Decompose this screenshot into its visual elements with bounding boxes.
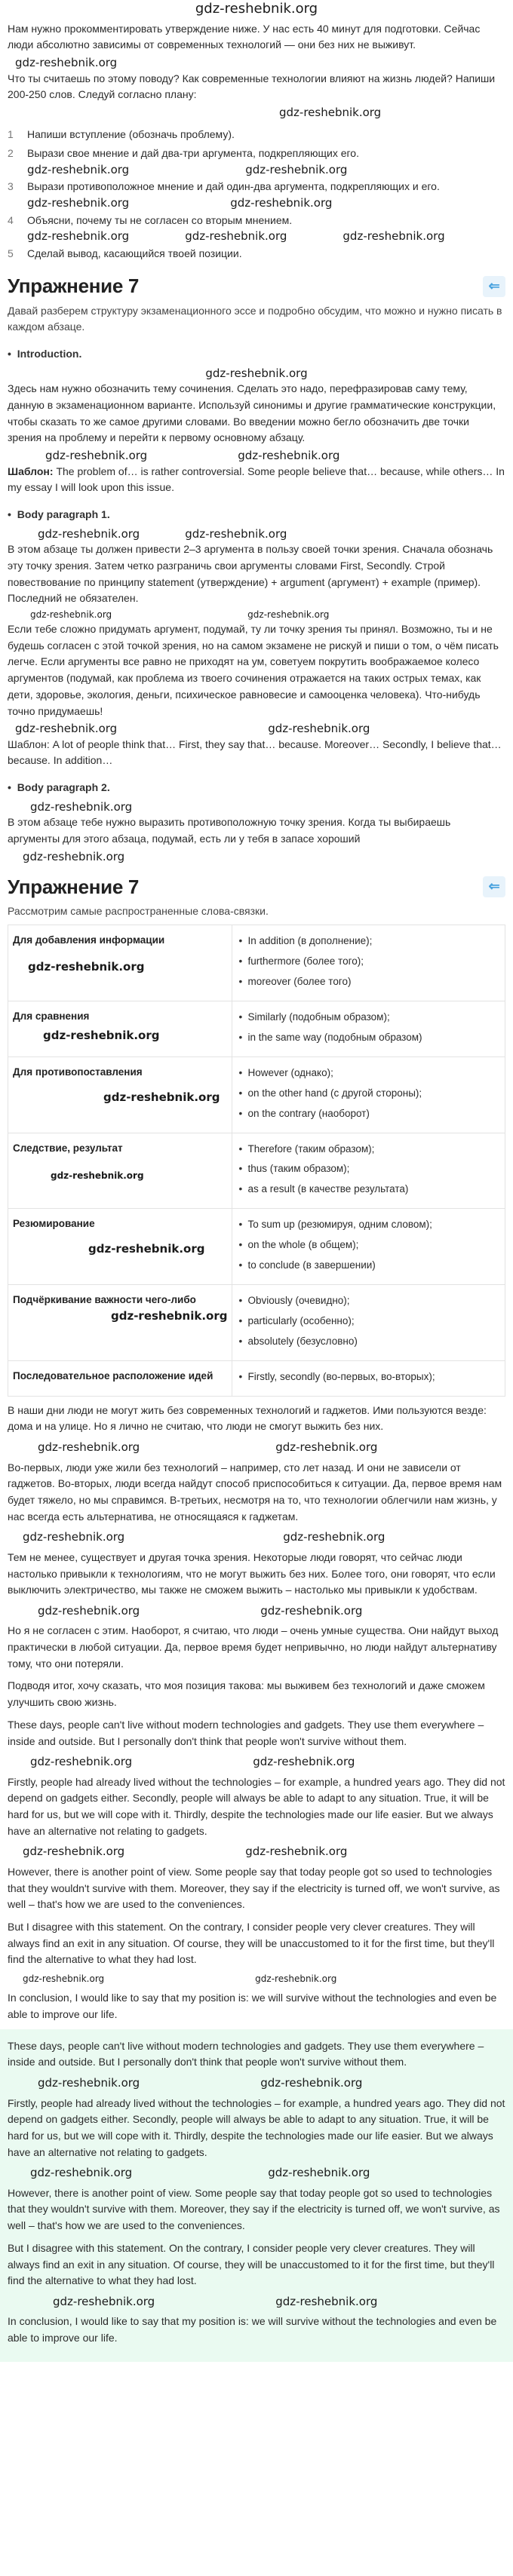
essay-paragraph: But I disagree with this statement. On the contrary, I consider people very clever creatures. They will always find an exit in any situation. Of course, they will be unaccustomed to it for the first time, but they'll find the alternative to what they had lost. bbox=[8, 1921, 495, 1966]
task-question: Что ты считаешь по этому поводу? Как современные технологии влияют на жизнь людей? Напиши 200-250 слов. Следуй согласно плану: bbox=[8, 72, 496, 101]
essay-paragraph: These days, people can't live without modern technologies and gadgets. They use them everywhere – inside and outside. But I personally don't think that people won't survive without them. bbox=[8, 2039, 484, 2068]
watermark: gdz-reshebnik.org bbox=[38, 1603, 140, 1618]
list-item bbox=[8, 127, 505, 143]
list-item: • In addition (в дополнение); bbox=[237, 934, 500, 949]
list-item bbox=[8, 246, 505, 262]
body2-text: В этом абзаце тебе нужно выразить противоположную точку зрения. Когда ты выбираешь аргументы для этого абзаца, подумай, есть ли у тебя в запасе хороший bbox=[8, 816, 451, 845]
list-item: • to conclude (в завершении) bbox=[237, 1258, 500, 1274]
watermark: gdz-reshebnik.org bbox=[185, 526, 287, 541]
watermark: gdz-reshebnik.org bbox=[245, 1845, 348, 1859]
table-row bbox=[8, 1285, 505, 1361]
back-button[interactable] bbox=[483, 276, 505, 297]
exercise-header bbox=[8, 271, 505, 301]
exercise-lead: Давай разберем структуру экзаменационного эссе и подробно обсудим, что можно и нужно писать в каждом абзаце. bbox=[8, 304, 502, 333]
section-heading: • Body paragraph 1. bbox=[8, 508, 110, 520]
essay-paragraph: Подводя итог, хочу сказать, что моя позиция такова: мы выживем без технологий и даже сможем улучшить свою жизнь. bbox=[8, 1679, 485, 1709]
watermark: gdz-reshebnik.org bbox=[260, 2076, 363, 2090]
exercise-2 bbox=[8, 872, 505, 1397]
watermark: gdz-reshebnik.org bbox=[23, 1973, 105, 1985]
list-item: • in the same way (подобным образом) bbox=[237, 1030, 500, 1046]
watermark: gdz-reshebnik.org bbox=[43, 1028, 160, 1042]
watermark: gdz-reshebnik.org bbox=[23, 1845, 125, 1859]
exercise-lead: Рассмотрим самые распространенные слова-связки. bbox=[8, 905, 269, 918]
essay-paragraph: These days, people can't live without modern technologies and gadgets. They use them everywhere – inside and outside. But I personally don't think that people won't survive without them. bbox=[8, 1718, 484, 1747]
watermark: gdz-reshebnik.org bbox=[238, 449, 340, 463]
watermark: gdz-reshebnik.org bbox=[30, 609, 112, 620]
body1-text: В этом абзаце ты должен привести 2–3 аргумента в пользу своей точки зрения. Сначала обозначь эту точку зрения. Затем четко разграничь свои аргументы словами First, Secondly. Строй повествование по принципу statement (утверждение) + argument (аргумент) + example (пример). Последний не обязателен. bbox=[8, 543, 493, 605]
essay-paragraph: Тем не менее, существует и другая точка зрения. Некоторые люди говорят, что сейчас люди настолько привыкли к технологиям, что не могут выжить без них. Более того, они говорят, что если выключить электричество, мы также не сможем выжить – настолько мы привыкли к удобствам. bbox=[8, 1550, 496, 1596]
step-number: 4 bbox=[8, 213, 14, 226]
list-item: • as a result (в качестве результата) bbox=[237, 1182, 500, 1198]
arrow-left-icon: ⇐ bbox=[488, 278, 500, 293]
step-text: Сделай вывод, касающийся твоей позиции. bbox=[27, 247, 242, 259]
table-cell-items bbox=[232, 1360, 505, 1396]
table-row bbox=[8, 1209, 505, 1285]
watermark: gdz-reshebnik.org bbox=[275, 1440, 378, 1455]
essay-paragraph: In conclusion, I would like to say that my position is: we will survive without the technologies and even be able to improve our life. bbox=[8, 1992, 497, 2020]
watermark: gdz-reshebnik.org bbox=[247, 609, 330, 620]
step-number: 3 bbox=[8, 180, 14, 193]
watermark: gdz-reshebnik.org bbox=[88, 1242, 205, 1256]
task-steps bbox=[8, 127, 505, 262]
step-text: Объясни, почему ты не согласен со вторым мнением. bbox=[27, 213, 293, 226]
watermark: gdz-reshebnik.org bbox=[111, 1308, 228, 1323]
task-intro: Нам нужно прокомментировать утверждение ниже. У нас есть 40 минут для подготовки. Сейчас люди абсолютно зависимы от современных технологий — они без них не выживут. bbox=[8, 22, 481, 51]
table-cell-items bbox=[232, 1209, 505, 1285]
watermark: gdz-reshebnik.org bbox=[38, 1440, 140, 1455]
heading-text: Body paragraph 2. bbox=[17, 781, 110, 794]
table-cell-items bbox=[232, 1133, 505, 1209]
watermark: gdz-reshebnik.org bbox=[260, 1603, 363, 1618]
list-item bbox=[8, 213, 505, 229]
watermark: gdz-reshebnik.org bbox=[255, 1973, 337, 1985]
intro-text: Здесь нам нужно обозначить тему сочинения. Сделать это надо, перефразировав саму тему, данную в экзаменационном варианте. Используй синонимы и другие грамматические конструкции, чтобы сказать то же самое другими словами. Во введении можно бегло обозначить две точки зрения на проблему и перейти к первому основному абзацу. bbox=[8, 382, 496, 444]
category-label: Последовательное расположение идей bbox=[13, 1369, 213, 1382]
list-item: • Firstly, secondly (во-первых, во-вторых); bbox=[237, 1369, 500, 1385]
watermark: gdz-reshebnik.org bbox=[15, 56, 118, 70]
watermark: gdz-reshebnik.org bbox=[185, 229, 287, 244]
table-row bbox=[8, 1056, 505, 1133]
heading-text: Introduction. bbox=[17, 348, 82, 360]
watermark: gdz-reshebnik.org bbox=[38, 526, 140, 541]
table-cell-category bbox=[8, 1001, 232, 1056]
watermark: gdz-reshebnik.org bbox=[30, 2166, 133, 2180]
list-item bbox=[8, 146, 505, 162]
table-cell-category bbox=[8, 1360, 232, 1396]
list-item: • Similarly (подобным образом); bbox=[237, 1010, 500, 1026]
list-item: • absolutely (безусловно) bbox=[237, 1334, 500, 1350]
watermark: gdz-reshebnik.org bbox=[28, 960, 145, 974]
step-text: Вырази противоположное мнение и дай один-два аргумента, подкрепляющих и его. bbox=[27, 180, 440, 193]
step-text: Напиши вступление (обозначь проблему). bbox=[27, 127, 235, 140]
table-cell-items bbox=[232, 925, 505, 1001]
category-label: Для противопоставления bbox=[13, 1066, 143, 1078]
essay-paragraph: Во-первых, люди уже жили без технологий – например, сто лет назад. И они не зависели от гаджетов. Во-вторых, люди всегда найдут способ приспособиться к ситуации. Да, первое время нам будет тяжело, но мы справимся. В-третьих, несмотря на то, что технологии облегчили нам жизнь, у нас всегда есть альтернатива, не относящаяся к гаджетам. bbox=[8, 1461, 502, 1523]
essay-english bbox=[8, 1717, 505, 2023]
watermark: gdz-reshebnik.org bbox=[103, 1090, 220, 1104]
category-label: Для добавления информации bbox=[13, 934, 165, 946]
list-item: • Obviously (очевидно); bbox=[237, 1293, 500, 1309]
watermark: gdz-reshebnik.org bbox=[15, 722, 118, 736]
essay-paragraph: However, there is another point of view. Some people say that today people got so used to technologies that they wouldn't survive with them. Moreover, they say if the electricity is turned off, we won't survive, as well – that's how we are used to the conveniences. bbox=[8, 2186, 500, 2232]
list-item bbox=[8, 179, 505, 195]
heading-text: Body paragraph 1. bbox=[17, 508, 110, 520]
category-label: Следствие, результат bbox=[13, 1142, 123, 1154]
table-cell-items bbox=[232, 1056, 505, 1133]
body1-text2: Если тебе сложно придумать аргумент, подумай, ту ли точку зрения ты принял. Возможно, ты и не будешь согласен с этой точкой зрения, но на самом экзамене не рискуй и пиши о том, о чём писать легче. Если аргументы все равно не приходят на ум, советуем покрутить воображаемое колесо аргументов (подумай, как проблема из твоего сочинения отражается на таких острых темах, как дети, здоровье, экология, деньги, психическое равновесие и самооценка человека). Что-нибудь точно придумаешь! bbox=[8, 623, 499, 717]
list-item: • To sum up (резюмируя, одним словом); bbox=[237, 1217, 500, 1233]
table-row bbox=[8, 925, 505, 1001]
watermark: gdz-reshebnik.org bbox=[343, 229, 445, 244]
body1-template: A lot of people think that… First, they say that… because. Moreover… Secondly, I believe that… because. In addition… bbox=[8, 738, 502, 767]
essay-paragraph: In conclusion, I would like to say that my position is: we will survive without the technologies and even be able to improve our life. bbox=[8, 2315, 497, 2344]
essay-paragraph: However, there is another point of view. Some people say that today people got so used to technologies that they wouldn't survive with them. Moreover, they say if the electricity is turned off, we won't survive, as well – that's how we are used to the conveniences. bbox=[8, 1865, 500, 1911]
essay-paragraph: В наши дни люди не могут жить без современных технологий и гаджетов. Ими пользуются везде: дома и на улице. Но я лично не считаю, что люди не смогут выжить без них. bbox=[8, 1403, 487, 1433]
table-cell-items bbox=[232, 1285, 505, 1361]
category-label: Резюмирование bbox=[13, 1218, 95, 1230]
step-text: Вырази свое мнение и дай два-три аргумента, подкрепляющих его. bbox=[27, 147, 359, 160]
section-heading: • Body paragraph 2. bbox=[8, 781, 110, 794]
essay-paragraph: Firstly, people had already lived without the technologies – for example, a hundred years ago. They did not depend on gadgets either. Secondly, people will always be able to adapt to any situation. True, it will be hard for us, but we will cope with it. Thirdly, despite the technologies made our life easier. But we always have an alternative not relating to gadgets. bbox=[8, 2096, 505, 2158]
essay-russian bbox=[8, 1403, 505, 1711]
table-cell-category bbox=[8, 1133, 232, 1209]
table-cell-category bbox=[8, 1056, 232, 1133]
watermark: gdz-reshebnik.org bbox=[30, 799, 133, 814]
task-section bbox=[8, 21, 505, 262]
list-item: • However (однако); bbox=[237, 1066, 500, 1081]
table-cell-category bbox=[8, 1209, 232, 1285]
category-label: Подчёркивание важности чего-либо bbox=[13, 1294, 196, 1306]
template-label: Шаблон: bbox=[8, 738, 50, 750]
essay-english-highlighted bbox=[0, 2029, 513, 2362]
table-cell-items bbox=[232, 1001, 505, 1056]
exercise-1 bbox=[8, 271, 505, 863]
template-label: Шаблон: bbox=[8, 465, 54, 477]
linking-words-table bbox=[8, 925, 505, 1397]
watermark: gdz-reshebnik.org bbox=[27, 229, 130, 244]
watermark: gdz-reshebnik.org bbox=[268, 2166, 370, 2180]
category-label: Для сравнения bbox=[13, 1010, 90, 1022]
table-row bbox=[8, 1360, 505, 1396]
back-button[interactable] bbox=[483, 876, 505, 897]
watermark: gdz-reshebnik.org bbox=[279, 106, 382, 120]
exercise-title: Упражнение 7 bbox=[8, 876, 140, 899]
step-number: 2 bbox=[8, 147, 14, 160]
essay-paragraph: Но я не согласен с этим. Наоборот, я считаю, что люди – очень умные существа. Они найдут выход практически в любой ситуации. Да, первое время будет непривычно, но люди найдут альтернативу тому, что они потеряли. bbox=[8, 1624, 499, 1670]
watermark: gdz-reshebnik.org bbox=[195, 1, 318, 17]
watermark: gdz-reshebnik.org bbox=[283, 1530, 386, 1544]
watermark: gdz-reshebnik.org bbox=[23, 849, 125, 863]
list-item: • on the contrary (наоборот) bbox=[237, 1106, 500, 1122]
list-item: • furthermore (более того); bbox=[237, 954, 500, 970]
list-item: • thus (таким образом); bbox=[237, 1161, 500, 1177]
list-item: • particularly (особенно); bbox=[237, 1314, 500, 1329]
table-row bbox=[8, 1001, 505, 1056]
watermark: gdz-reshebnik.org bbox=[275, 2294, 378, 2308]
watermark: gdz-reshebnik.org bbox=[268, 722, 370, 736]
watermark: gdz-reshebnik.org bbox=[245, 162, 348, 176]
exercise-header bbox=[8, 872, 505, 902]
table-row bbox=[8, 1133, 505, 1209]
list-item: • on the other hand (с другой стороны); bbox=[237, 1086, 500, 1102]
watermark: gdz-reshebnik.org bbox=[253, 1755, 355, 1769]
table-cell-category bbox=[8, 925, 232, 1001]
arrow-left-icon: ⇐ bbox=[488, 879, 500, 894]
essay-paragraph: But I disagree with this statement. On the contrary, I consider people very clever creatures. They will always find an exit in any situation. Of course, they will be unaccustomed to it for the first time, but they'll find the alternative to what they had lost. bbox=[8, 2241, 495, 2287]
list-item: • on the whole (в общем); bbox=[237, 1237, 500, 1253]
table-cell-category bbox=[8, 1285, 232, 1361]
list-item: • Therefore (таким образом); bbox=[237, 1142, 500, 1158]
step-number: 1 bbox=[8, 127, 14, 140]
list-item: • moreover (более того) bbox=[237, 974, 500, 990]
watermark: gdz-reshebnik.org bbox=[30, 1755, 133, 1769]
watermark: gdz-reshebnik.org bbox=[230, 196, 333, 210]
watermark: gdz-reshebnik.org bbox=[27, 196, 130, 210]
section-heading: • Introduction. bbox=[8, 348, 82, 360]
intro-template: The problem of… is rather controversial. Some people believe that… because, while others… In my essay I will look upon this issue. bbox=[8, 465, 505, 494]
essay-paragraph: Firstly, people had already lived without the technologies – for example, a hundred years ago. They did not depend on gadgets either. Secondly, people will always be able to adapt to any situation. True, it will be hard for us, but we will cope with it. Thirdly, despite the technologies made our life easier. But we always have an alternative not relating to gadgets. bbox=[8, 1775, 505, 1837]
watermark: gdz-reshebnik.org bbox=[51, 1170, 144, 1182]
watermark: gdz-reshebnik.org bbox=[45, 449, 148, 463]
watermark: gdz-reshebnik.org bbox=[23, 1530, 125, 1544]
watermark: gdz-reshebnik.org bbox=[53, 2294, 155, 2308]
watermark: gdz-reshebnik.org bbox=[205, 366, 308, 380]
exercise-title: Упражнение 7 bbox=[8, 274, 140, 298]
watermark: gdz-reshebnik.org bbox=[27, 162, 130, 176]
step-number: 5 bbox=[8, 247, 14, 259]
watermark: gdz-reshebnik.org bbox=[38, 2076, 140, 2090]
